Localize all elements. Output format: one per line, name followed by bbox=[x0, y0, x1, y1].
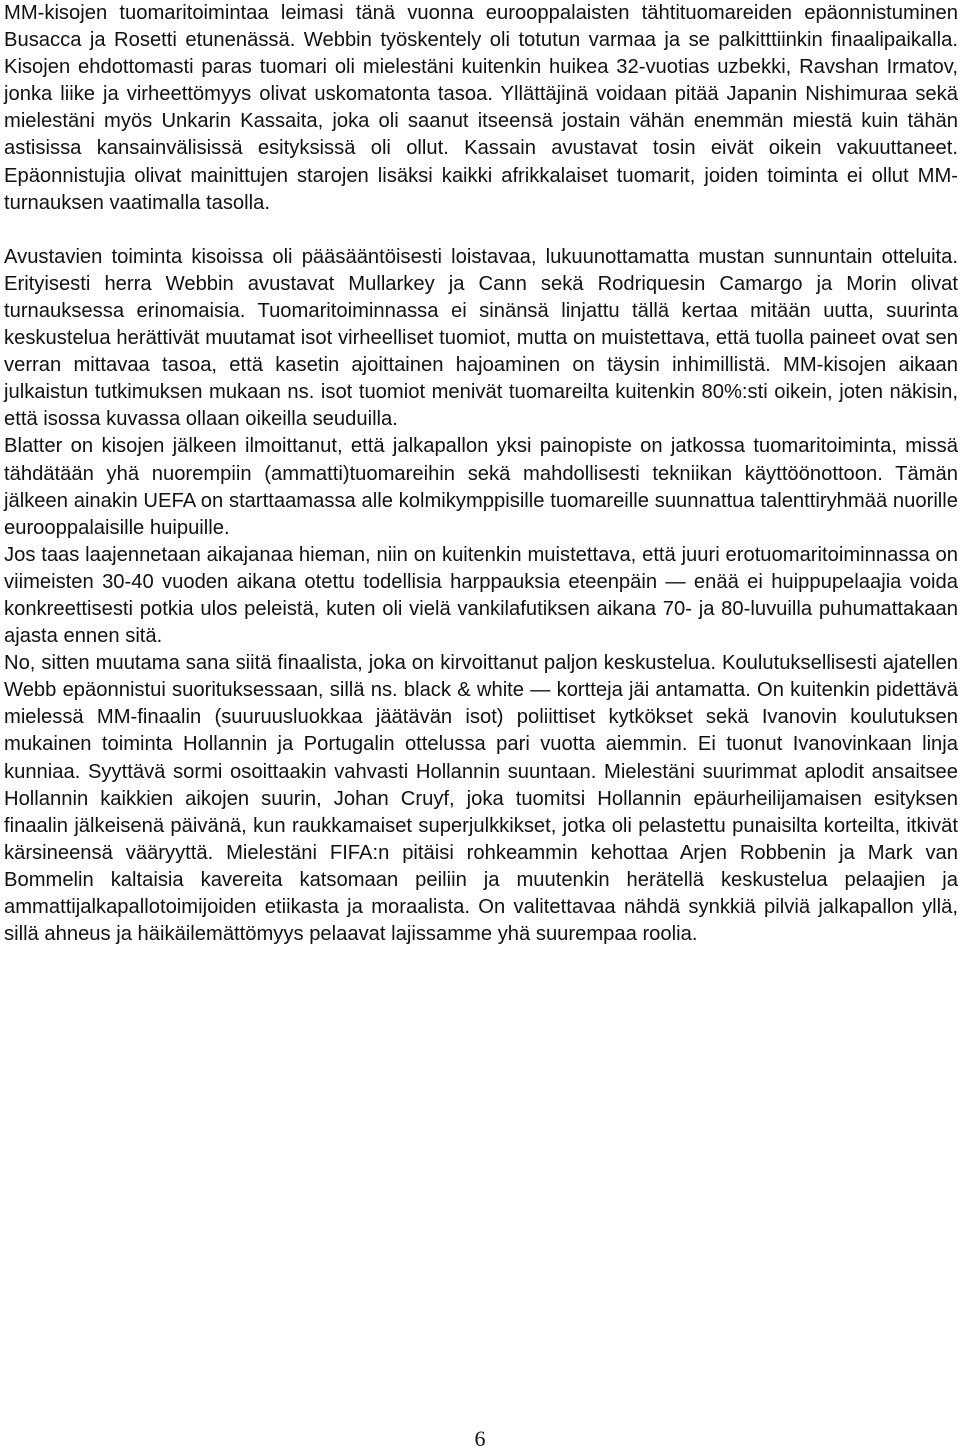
paragraph-blatter: Blatter on kisojen jälkeen ilmoittanut, että jalkapallon yksi painopiste on jatkossa tuomaritoiminta, missä tähdätään yhä nuorempiin (ammatti)tuomareihin sekä mahdollisesti tekniikan käyttöönottoon. Tämän jälkeen ainakin UEFA on starttaamassa alle kolmikymppisille tuomareille suunnattua talenttiryhmää nuorille eurooppalaisille huipuille. bbox=[4, 435, 958, 539]
paragraph-assistants: Avustavien toiminta kisoissa oli pääsääntöisesti loistavaa, lukuunottamatta mustan sunnuntain otteluita. Erityisesti herra Webbin avustavat Mullarkey ja Cann sekä Rodriquesin Camargo ja Morin olivat turnauksessa erinomaisia. Tuomaritoiminnassa ei sinänsä linjattu tällä kertaa mitään uutta, suurinta keskustelua herättivät muutamat isot virheelliset tuomiot, mutta on muistettava, että tuolla paineet ovat sen verran mittavaa tasoa, että kasetin ajoittainen hajoaminen on täysin inhimillistä. MM-kisojen aikaan julkaistun tutkimuksen mukaan ns. isot tuomiot menivät tuomareilta kuitenkin 80%:sti oikein, joten näkisin, että isossa kuvassa ollaan oikeilla seuduilla. bbox=[4, 245, 958, 431]
body-text bbox=[4, 0, 958, 948]
paragraph-final: No, sitten muutama sana siitä finaalista, joka on kirvoittanut paljon keskustelua. Koulutuksellisesti ajatellen Webb epäonnistui suorituksessaan, sillä ns. black & white — kortteja jäi antamatta. On kuitenkin pidettävä mielessä MM-finaalin (suuruusluokkaa jäätävän isot) poliittiset kytkökset sekä Ivanovin koulutuksen mukainen toiminta Hollannin ja Portugalin ottelussa pari vuotta aiemmin. Ei tuonut Ivanovinkaan linja kunniaa. Syyttävä sormi osoittaakin vahvasti Hollannin suuntaan. Mielestäni suurimmat aplodit ansaitsee Hollannin kaikkien aikojen suurin, Johan Cruyf, joka tuomitsi Hollannin epäurheilijamaisen esityksen finaalin jälkeisenä päivänä, kun raukkamaiset superjulkkikset, jotka oli pelastettu punaisilta korteilta, itkivät kärsineensä vääryyttä. Mielestäni FIFA:n pitäisi rohkeammin kehottaa Arjen Robbenin ja Mark van Bommelin kaltaisia kavereita katsomaan peiliin ja muutenkin herätellä keskustelua pelaajien ja ammattijalkapallotoimijoiden etiikasta ja moraalista. On valitettavaa nähdä synkkiä pilviä jalkapallon yllä, sillä ahneus ja häikäilemättömyys pelaavat lajissamme yhä suurempaa roolia. bbox=[4, 652, 958, 946]
paragraph-timeline: Jos taas laajennetaan aikajanaa hieman, niin on kuitenkin muistettava, että juuri erotuomaritoiminnassa on viimeisten 30-40 vuoden aikana otettu todellisia harppauksia eteenpäin — enää ei huippupelaajia voida konkreettisesti potkia ulos peleistä, kuten oli vielä vankilafutiksen aikana 70- ja 80-luvuilla puhumattakaan ajasta ennen sitä. bbox=[4, 543, 958, 648]
paragraph-referee-review: MM-kisojen tuomaritoimintaa leimasi tänä vuonna eurooppalaisten tähtituomareiden epäonnistuminen Busacca ja Rosetti etunenässä. Webbin työskentely oli totutun varmaa ja se palkitttiinkin finaalipaikalla. Kisojen ehdottomasti paras tuomari oli mielestäni kuitenkin huikea 32-vuotias uzbekki, Ravshan Irmatov, jonka liike ja virheettömyys olivat uskomatonta tasoa. Yllättäjinä voidaan pitää Japanin Nishimuraa sekä mielestäni myös Unkarin Kassaita, joka oli saanut itseensä jostain vähän enemmän miestä kuin tähän astisissa kansainvälisissä esityksissä oli ollut. Kassain avustavat tosin eivät oikein vakuuttaneet. Epäonnistujia olivat mainittujen starojen lisäksi kaikki afrikkalaiset tuomarit, joiden toiminta ei ollut MM-turnauksen vaatimalla tasolla. bbox=[4, 2, 958, 214]
page-number: 6 bbox=[474, 1426, 486, 1451]
